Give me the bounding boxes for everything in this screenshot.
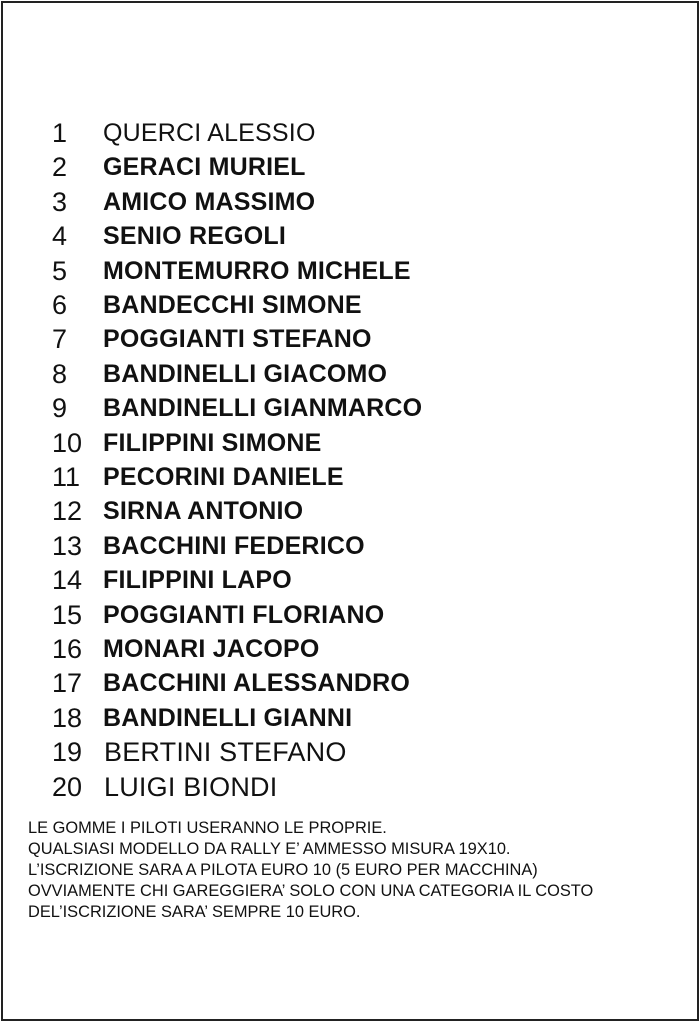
entry-name: FILIPPINI LAPO	[103, 566, 292, 595]
note-line: L’ISCRIZIONE SARA A PILOTA EURO 10 (5 EURO PER MACCHINA)	[28, 861, 538, 879]
entry-name: MONTEMURRO MICHELE	[103, 256, 411, 285]
entry-name: SIRNA ANTONIO	[103, 497, 304, 526]
note-line: QUALSIASI MODELLO DA RALLY E’ AMMESSO MISURA 19X10.	[28, 840, 511, 858]
note-line: DEL’ISCRIZIONE SARA’ SEMPRE 10 EURO.	[28, 903, 361, 921]
entry-number: 16	[52, 634, 83, 664]
entry-name: BACCHINI ALESSANDRO	[103, 669, 411, 698]
entry-number: 11	[52, 462, 81, 492]
entry-number: 12	[52, 496, 83, 527]
rules-notes	[28, 818, 696, 923]
entry-number: 18	[52, 702, 83, 733]
entry-name: BACCHINI FEDERICO	[103, 531, 365, 560]
entry-name: BANDINELLI GIANMARCO	[103, 394, 423, 423]
entry-name: POGGIANTI STEFANO	[103, 325, 372, 354]
entry-name: FILIPPINI SIMONE	[103, 428, 322, 457]
entry-number: 6	[52, 290, 68, 320]
entry-name: BERTINI STEFANO	[104, 737, 347, 768]
entry-number: 5	[52, 255, 68, 286]
entry-name: MONARI JACOPO	[103, 635, 320, 663]
entry-number: 7	[52, 324, 68, 355]
entry-number: 1	[52, 118, 68, 148]
entry-number: 8	[52, 358, 68, 389]
entry-number: 9	[52, 393, 68, 424]
entry-number: 10	[52, 427, 83, 458]
entry-name: QUERCI ALESSIO	[103, 119, 316, 147]
entry-name: BANDINELLI GIACOMO	[103, 359, 388, 388]
entry-number: 4	[52, 221, 68, 252]
entry-number: 17	[52, 668, 83, 699]
entry-number: 15	[52, 599, 83, 630]
entry-number: 19	[52, 737, 83, 768]
note-line: OVVIAMENTE CHI GAREGGIERA’ SOLO CON UNA CATEGORIA IL COSTO	[28, 882, 594, 900]
entry-name: SENIO REGOLI	[103, 222, 286, 251]
entry-number: 2	[52, 152, 68, 183]
entry-name: LUIGI BIONDI	[104, 771, 278, 802]
entry-number: 13	[52, 530, 83, 561]
entry-name: GERACI MURIEL	[103, 153, 306, 182]
entry-name: POGGIANTI FLORIANO	[103, 600, 385, 629]
entry-name: BANDECCHI SIMONE	[103, 291, 362, 319]
note-line: LE GOMME I PILOTI USERANNO LE PROPRIE.	[28, 819, 387, 837]
entry-number: 3	[52, 186, 68, 217]
entry-name: AMICO MASSIMO	[103, 187, 316, 216]
entry-name: BANDINELLI GIANNI	[103, 703, 353, 732]
entry-number: 14	[52, 565, 83, 596]
entry-number: 20	[52, 771, 83, 802]
entry-name: PECORINI DANIELE	[103, 463, 344, 491]
